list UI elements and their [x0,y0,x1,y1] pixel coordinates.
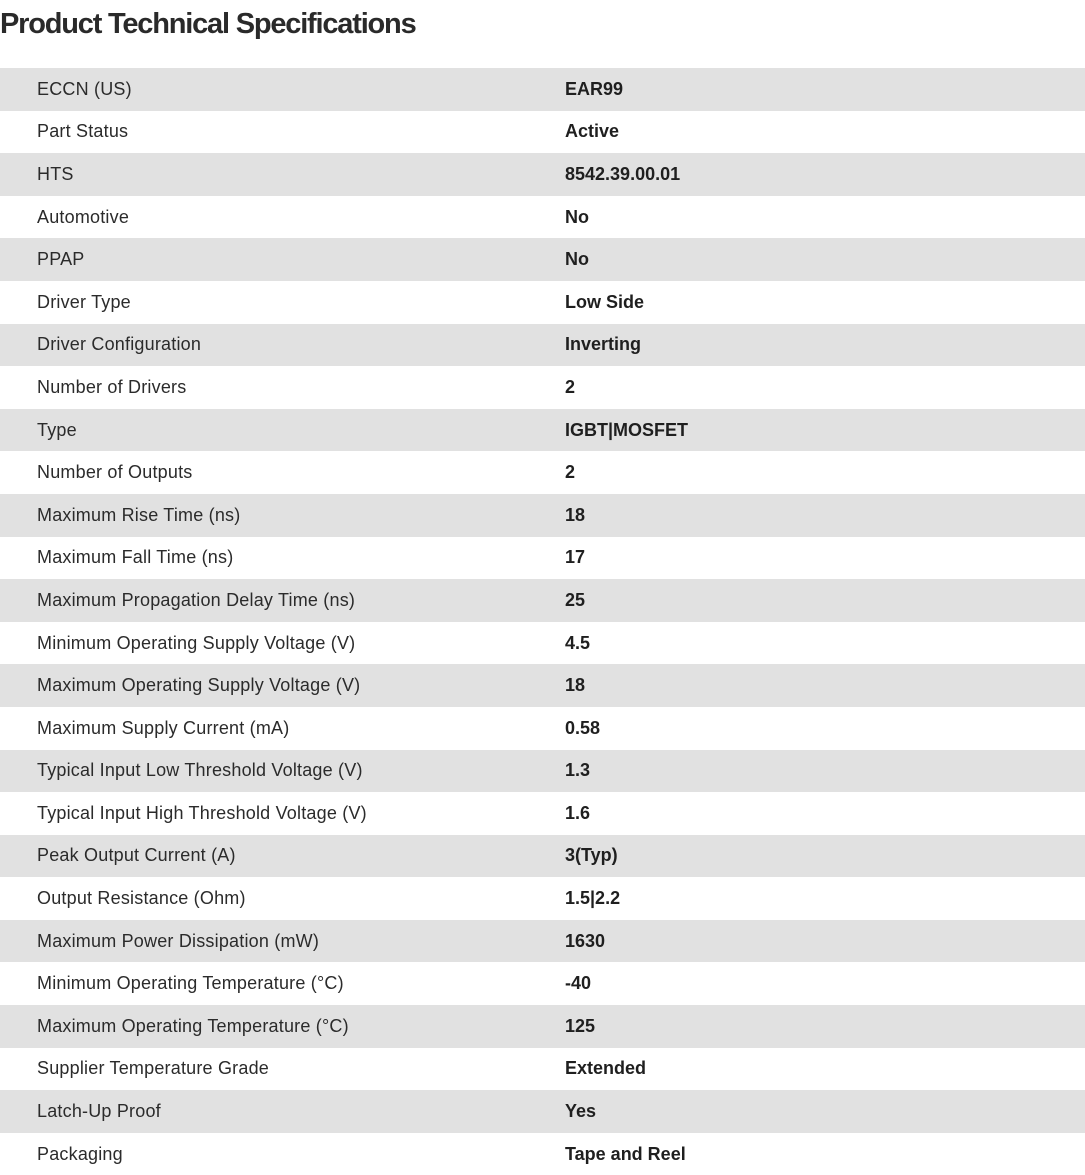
spec-value: 18 [565,675,586,696]
spec-value: Extended [565,1058,647,1079]
spec-label: Output Resistance (Ohm) [37,888,246,909]
spec-row [0,1133,1085,1175]
spec-row [0,962,1085,1005]
spec-value: 17 [565,547,586,568]
spec-value: EAR99 [565,78,624,99]
spec-label: Driver Configuration [37,334,202,355]
spec-value: No [565,206,589,227]
spec-value: No [565,249,589,270]
spec-row [0,1090,1085,1133]
spec-value: 1.5|2.2 [565,888,621,909]
spec-value: 25 [565,589,586,610]
spec-row [0,324,1085,367]
spec-label: PPAP [37,249,85,270]
spec-label: Supplier Temperature Grade [37,1058,269,1079]
spec-row [0,877,1085,920]
spec-label: Minimum Operating Supply Voltage (V) [37,632,356,653]
spec-label: Typical Input High Threshold Voltage (V) [37,802,367,823]
spec-label: Minimum Operating Temperature (°C) [37,973,344,994]
spec-value: 125 [565,1015,596,1036]
page-title: Product Technical Specifications [0,8,416,40]
spec-label: Automotive [37,206,130,227]
spec-value: Active [565,121,620,142]
spec-row [0,451,1085,494]
spec-value: -40 [565,973,592,994]
spec-label: Maximum Power Dissipation (mW) [37,930,320,951]
spec-value: 1630 [565,930,606,951]
spec-value: 1.3 [565,760,591,781]
spec-label: Packaging [37,1143,123,1164]
spec-row [0,281,1085,324]
spec-label: ECCN (US) [37,78,132,99]
spec-row [0,494,1085,537]
spec-label: Maximum Rise Time (ns) [37,504,241,525]
spec-row [0,1048,1085,1091]
spec-label: Maximum Propagation Delay Time (ns) [37,589,356,610]
spec-label: Maximum Operating Supply Voltage (V) [37,675,361,696]
spec-value: 3(Typ) [565,845,618,866]
spec-value: 8542.39.00.01 [565,163,681,184]
spec-label: Latch-Up Proof [37,1101,161,1122]
spec-value: 18 [565,504,586,525]
spec-row [0,707,1085,750]
spec-value: 2 [565,462,576,483]
spec-row [0,792,1085,835]
spec-label: Driver Type [37,291,131,312]
spec-row [0,537,1085,580]
spec-label: Maximum Fall Time (ns) [37,547,234,568]
spec-label: Peak Output Current (A) [37,845,236,866]
spec-value: 2 [565,376,576,397]
spec-label: Part Status [37,121,129,142]
spec-value: 1.6 [565,802,591,823]
spec-value: 4.5 [565,632,591,653]
spec-row [0,111,1085,154]
spec-table-body [0,68,1085,1175]
spec-row [0,196,1085,239]
spec-value: 0.58 [565,717,601,738]
spec-row [0,920,1085,963]
spec-value: Tape and Reel [565,1143,686,1164]
spec-table [0,68,1085,1175]
spec-row [0,409,1085,452]
spec-row [0,579,1085,622]
spec-value: Yes [565,1101,597,1122]
spec-label: HTS [37,163,74,184]
spec-label: Number of Drivers [37,376,187,397]
spec-label: Number of Outputs [37,462,193,483]
spec-row [0,750,1085,793]
spec-row [0,238,1085,281]
spec-label: Maximum Supply Current (mA) [37,717,290,738]
spec-value: Low Side [565,291,645,312]
spec-value: IGBT|MOSFET [565,419,689,440]
spec-value: Inverting [565,334,642,355]
spec-label: Type [37,419,77,440]
spec-label: Maximum Operating Temperature (°C) [37,1015,349,1036]
spec-row [0,1005,1085,1048]
spec-row [0,153,1085,196]
spec-row [0,366,1085,409]
spec-row [0,664,1085,707]
spec-row [0,68,1085,111]
spec-label: Typical Input Low Threshold Voltage (V) [37,760,363,781]
spec-row [0,835,1085,878]
spec-row [0,622,1085,665]
